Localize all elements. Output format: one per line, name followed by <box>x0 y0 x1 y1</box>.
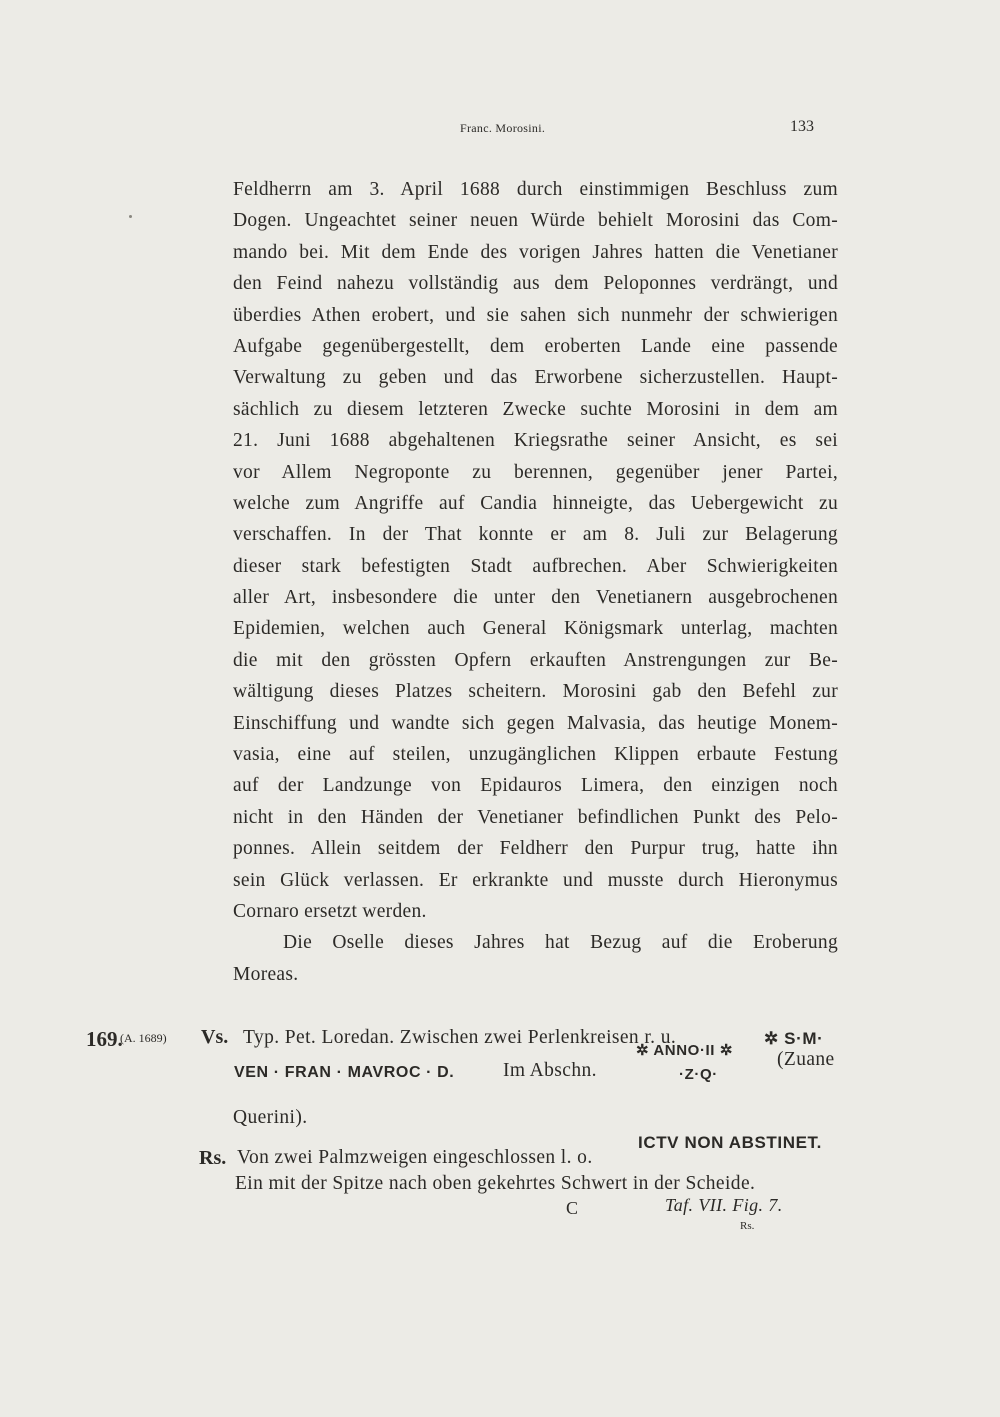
obverse-description: Typ. Pet. Loredan. Zwischen zwei Perlenkreisen r. u. <box>243 1027 677 1048</box>
text-line: Cornaro ersetzt werden. <box>233 900 427 922</box>
exergue-intro: Im Abschn. <box>503 1060 597 1081</box>
text-line: Feldherrn am 3. April 1688 durch einstimmigen Beschluss zum <box>233 179 838 200</box>
plate-reference: Taf. VII. Fig. 7. <box>665 1195 783 1215</box>
page-number: 133 <box>790 118 814 135</box>
obverse-legend-start: ✲ S·M· <box>764 1029 824 1048</box>
text-line: Epidemien, welchen auch General Königsmark unterlag, machten <box>233 618 838 640</box>
text-line: welche zum Angriffe auf Candia hinneigte, das Uebergewicht zu <box>233 492 838 514</box>
text-line: Verwaltung zu geben und das Erworbene sicherzustellen. Haupt- <box>233 367 838 389</box>
entry-year: (A. 1689) <box>120 1031 167 1045</box>
text-line: verschaffen. In der That konnte er am 8. Juli zur Belagerung <box>233 524 838 546</box>
text-line: vor Allem Negroponte zu berennen, gegenüber jener Partei, <box>233 461 838 483</box>
obverse-label: Vs. <box>201 1026 229 1048</box>
text-line: den Feind nahezu vollständig aus dem Peloponnes verdrängt, und <box>233 273 838 295</box>
text-line: sächlich zu diesem letzteren Zwecke suchte Morosini in dem am <box>233 398 838 420</box>
obverse-legend: VEN · FRAN · MAVROC · D. <box>234 1064 455 1081</box>
text-line: auf der Landzunge von Epidauros Limera, den einzigen noch <box>233 775 838 797</box>
obverse-mintmaster-start: (Zuane <box>777 1049 835 1070</box>
metal-mark: C <box>566 1198 579 1218</box>
text-line: Moreas. <box>233 963 299 985</box>
entry-number: 169. <box>86 1027 123 1051</box>
text-line: ponnes. Allein seitdem der Feldherr den Purpur trug, hatte ihn <box>233 838 838 860</box>
running-title: Franc. Morosini. <box>460 121 546 135</box>
text-line: Dogen. Ungeachtet seiner neuen Würde behielt Morosini das Com- <box>233 210 838 232</box>
text-line: 21. Juni 1688 abgehaltenen Kriegsrathe seiner Ansicht, es sei <box>233 430 838 452</box>
reverse-description-2: Ein mit der Spitze nach oben gekehrtes Schwert in der Scheide. <box>235 1173 756 1194</box>
main-text <box>233 174 838 990</box>
text-line: Die Oselle dieses Jahres hat Bezug auf die Eroberung <box>283 932 838 954</box>
text-line: mando bei. Mit dem Ende des vorigen Jahres hatten die Venetianer <box>233 241 838 263</box>
reverse-description: Von zwei Palmzweigen eingeschlossen l. o. <box>237 1147 593 1168</box>
text-line: aller Art, insbesondere die unter den Venetianern ausgebrochenen <box>233 587 838 609</box>
obverse-mintmaster-end: Querini). <box>233 1107 308 1128</box>
reverse-label: Rs. <box>199 1147 227 1169</box>
plate-reference-side: Rs. <box>740 1220 755 1232</box>
text-line: dieser stark befestigten Stadt aufbrechen. Aber Schwierigkeiten <box>233 555 838 577</box>
exergue-line-1: ✲ ANNO·II ✲ <box>636 1042 734 1059</box>
exergue-line-2: ·Z·Q· <box>679 1066 718 1083</box>
text-line: nicht in den Händen der Venetianer befindlichen Punkt des Pelo- <box>233 806 838 828</box>
text-line: Einschiffung und wandte sich gegen Malvasia, das heutige Monem- <box>233 712 838 734</box>
text-line: überdies Athen erobert, und sie sahen sich nunmehr der schwierigen <box>233 304 838 326</box>
text-line: vasia, eine auf steilen, unzugänglichen Klippen erbaute Festung <box>233 744 838 766</box>
text-line: wältigung dieses Platzes scheitern. Morosini gab den Befehl zur <box>233 681 838 703</box>
text-line: sein Glück verlassen. Er erkrankte und musste durch Hieronymus <box>233 869 838 891</box>
text-line: Aufgabe gegenübergestellt, dem eroberten Lande eine passende <box>233 335 838 357</box>
paper-speck <box>129 215 132 218</box>
reverse-legend: ICTV NON ABSTINET. <box>638 1133 822 1152</box>
text-line: die mit den grössten Opfern erkauften Anstrengungen zur Be- <box>233 649 838 671</box>
